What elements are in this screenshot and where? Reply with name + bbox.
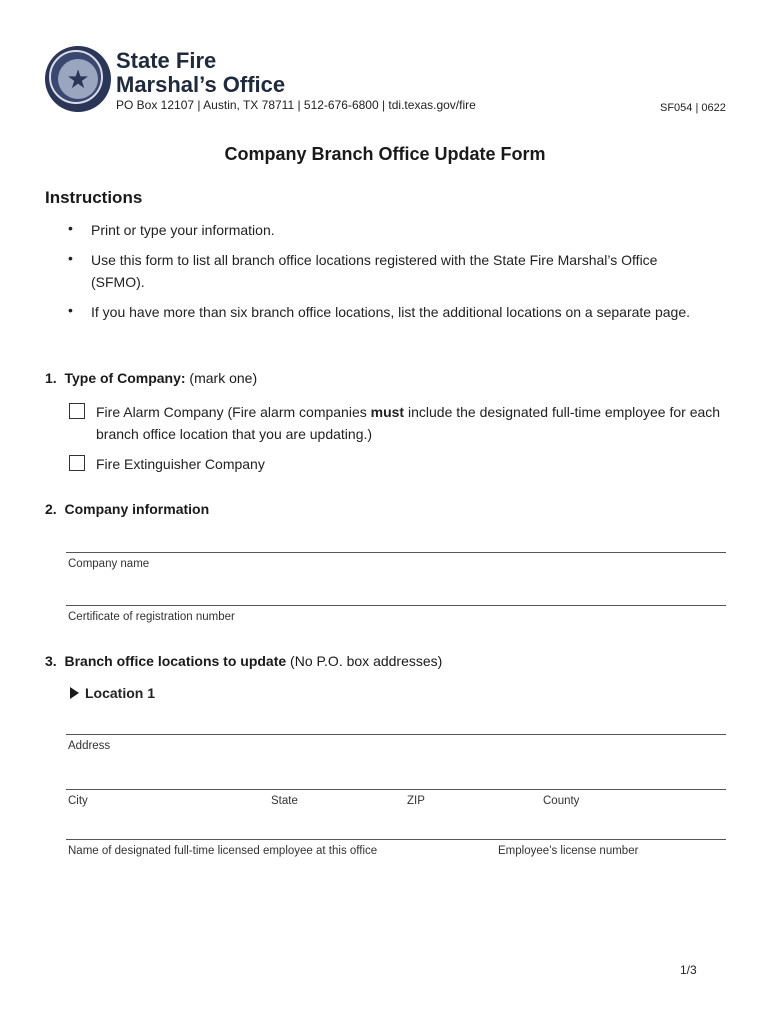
address-label: Address xyxy=(68,740,111,752)
employee-license-label: Employee’s license number xyxy=(498,845,639,857)
state-seal-icon: ★ xyxy=(45,46,111,112)
instructions-heading: Instructions xyxy=(45,188,143,207)
org-name-line2: Marshal’s Office xyxy=(116,72,286,97)
bullet-icon: • xyxy=(68,250,73,266)
certificate-number-field[interactable] xyxy=(66,605,726,606)
certificate-number-label: Certificate of registration number xyxy=(68,611,235,623)
form-number: SF054 | 0622 xyxy=(660,102,726,114)
form-title: Company Branch Office Update Form xyxy=(224,144,546,164)
instruction-item: Use this form to list all branch office locations registered with the State Fire Marshal’s Office (SFMO). xyxy=(91,252,658,290)
city-label: City xyxy=(68,795,88,807)
bullet-icon: • xyxy=(68,302,73,318)
section-note: (mark one) xyxy=(185,370,258,386)
page-number: 1/3 xyxy=(680,963,697,977)
address-field[interactable] xyxy=(66,734,726,735)
section-number: 1. xyxy=(45,370,57,386)
employee-field[interactable] xyxy=(66,839,726,840)
company-name-field[interactable] xyxy=(66,552,726,553)
county-label: County xyxy=(543,795,580,807)
location-1-heading: Location 1 xyxy=(70,685,155,701)
section-2-heading: 2. Company information xyxy=(45,501,210,517)
state-label: State xyxy=(271,795,298,807)
fire-extinguisher-company-label: Fire Extinguisher Company xyxy=(96,456,265,472)
bullet-icon: • xyxy=(68,220,73,236)
employee-name-label: Name of designated full-time licensed employee at this office xyxy=(68,845,378,857)
section-1-heading xyxy=(45,370,257,386)
city-state-zip-county-field[interactable] xyxy=(66,789,726,790)
company-name-label: Company name xyxy=(68,558,150,570)
fire-extinguisher-company-checkbox[interactable] xyxy=(69,455,85,471)
fire-alarm-company-label: Fire Alarm Company (Fire alarm companies must include the designated full-time employee for each branch office location that you are updating.) xyxy=(96,404,721,442)
triangle-right-icon xyxy=(70,687,79,699)
section-3-heading: 3. Branch office locations to update (No P.O. box addresses) xyxy=(45,653,443,669)
instruction-item: If you have more than six branch office locations, list the additional locations on a separate page. xyxy=(91,304,690,320)
section-label: Type of Company: xyxy=(64,370,186,386)
instruction-item: Print or type your information. xyxy=(91,222,275,238)
org-name-line1: State Fire xyxy=(116,48,217,73)
fire-alarm-company-checkbox[interactable] xyxy=(69,403,85,419)
org-address: PO Box 12107 | Austin, TX 78711 | 512-676-6800 | tdi.texas.gov/fire xyxy=(116,98,476,112)
zip-label: ZIP xyxy=(407,795,425,807)
